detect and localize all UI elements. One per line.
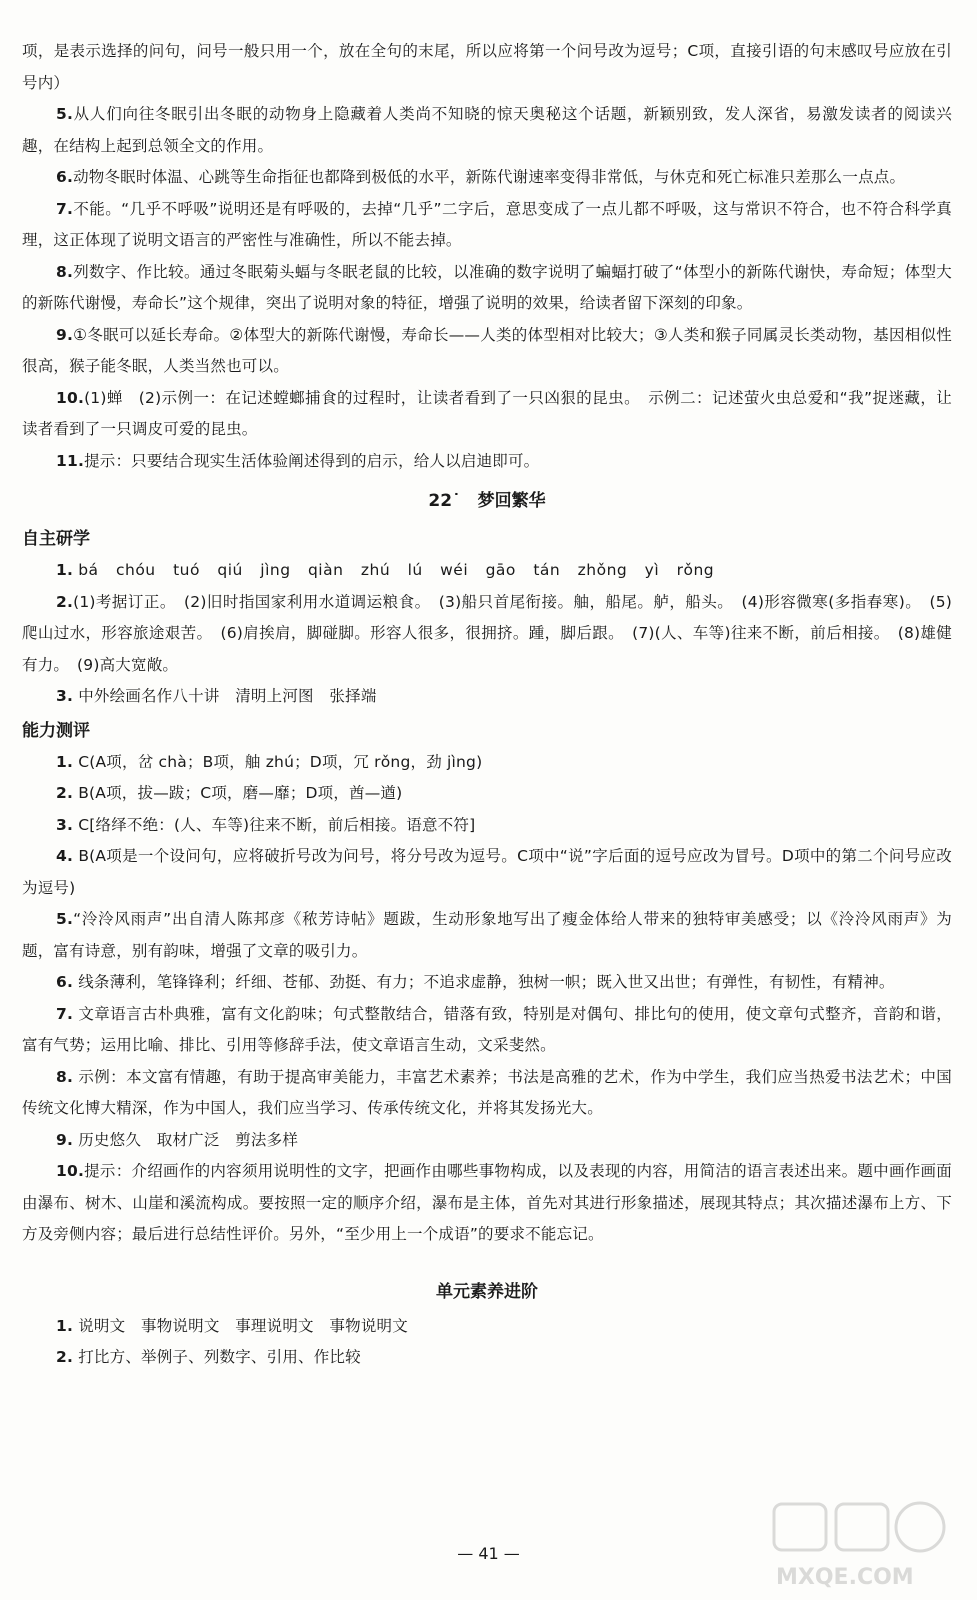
answer-item <box>22 555 952 587</box>
item-number: 6. <box>56 973 74 991</box>
answer-page <box>22 36 952 1374</box>
item-text: 线条薄利，笔锋锋利；纤细、苍郁、劲挺、有力；不追求虚静，独树一帜；既入世又出世；有弹性，有韧性，有精神。 <box>78 973 895 991</box>
lesson-title: 22˙ 梦回繁华 <box>428 491 546 511</box>
answer-item <box>22 967 952 999</box>
item-number: 2. <box>56 784 74 802</box>
answer-item <box>22 681 952 713</box>
item-text: C[络绎不绝：(人、车等)往来不断，前后相接。语意不符] <box>78 815 476 834</box>
item-text: 不能。“几乎不呼吸”说明还是有呼吸的，去掉“几乎”二字后，意思变成了一点儿都不呼吸，这与常识不符合，也不符合科学真理，这正体现了说明文语言的严密性与准确性，所以不能去掉。 <box>22 199 952 249</box>
item-text: C(A项，岔 chà；B项，舳 zhú；D项，冗 rǒng，劲 jìng) <box>78 752 483 771</box>
answer-item <box>22 747 952 779</box>
item-number: 1. <box>56 561 74 579</box>
answer-item <box>22 446 952 478</box>
section-heading-nengli: 能力测评 <box>22 720 90 741</box>
answer-item <box>22 1156 952 1251</box>
page-number: — 41 — <box>457 1544 520 1563</box>
answer-item <box>22 257 952 320</box>
answer-item <box>22 162 952 194</box>
item-text: 动物冬眠时体温、心跳等生命指征也都降到极低的水平，新陈代谢速率变得非常低，与休克和死亡标准只差那么一点点。 <box>73 168 906 186</box>
item-number: 8. <box>56 1067 74 1086</box>
item-number: 8. <box>56 262 74 281</box>
watermark-logo <box>770 1500 960 1592</box>
item-number: 7. <box>56 199 74 218</box>
item-text: 说明文 事物说明文 事理说明文 事物说明文 <box>78 1316 408 1335</box>
item-text: 提示：介绍画作的内容须用说明性的文字，把画作由哪些事物构成，以及表现的内容，用简洁的语言表述出来。题中画作画面由瀑布、树木、山崖和溪流构成。要按照一定的顺序介绍，瀑布是主体，首先对其进行形象描述，展现其特点；其次描述瀑布上方、下方及旁侧内容；最后进行总结性评价。另外，“至少用上一个成语”的要求不能忘记。 <box>22 1162 952 1243</box>
pinyin-answer: bá chóu tuó qiú jìng qiàn zhú lú wéi gāo tán zhǒng yì rǒng <box>78 561 715 579</box>
item-number: 11. <box>56 451 85 470</box>
continued-paragraph: 项，是表示选择的问句，问号一般只用一个，放在全句的末尾，所以应将第一个问号改为逗号；C项，直接引语的句末感叹号应放在引号内） <box>22 42 952 92</box>
answer-item <box>22 1125 952 1157</box>
item-number: 6. <box>56 168 74 186</box>
answer-item <box>22 383 952 446</box>
answer-item <box>22 1311 952 1343</box>
item-text: (1)考据订正。 (2)旧时指国家利用水道调运粮食。 (3)船只首尾衔接。舳，船尾。舻，船头。 (4)形容微寒(多指春寒)。 (5)爬山过水，形容旅途艰苦。 (6)肩挨肩，脚碰脚。形容人很多，很拥挤。踵，脚后跟。 (7)(人、车等)往来不断，前后相接。 (8)雄健有力。 (9)高大宽敞。 <box>22 592 952 674</box>
item-text: 打比方、举例子、列数字、引用、作比较 <box>78 1348 361 1366</box>
item-text: “泠泠风雨声”出自清人陈邦彦《秾芳诗帖》题跋，生动形象地写出了瘦金体给人带来的独特审美感受；以《泠泠风雨声》为题，富有诗意，别有韵味，增强了文章的吸引力。 <box>22 910 952 960</box>
item-number: 2. <box>56 1348 74 1366</box>
item-number: 9. <box>56 1130 74 1149</box>
answer-item <box>22 587 952 682</box>
answer-item <box>22 194 952 257</box>
item-text: 列数字、作比较。通过冬眠菊头蝠与冬眠老鼠的比较，以准确的数字说明了蝙蝠打破了“体型小的新陈代谢快，寿命短；体型大的新陈代谢慢，寿命长”这个规律，突出了说明对象的特征，增强了说明的效果，给读者留下深刻的印象。 <box>22 262 952 312</box>
item-number: 10. <box>56 388 85 407</box>
answer-item <box>22 99 952 162</box>
item-text: ①冬眠可以延长寿命。②体型大的新陈代谢慢，寿命长——人类的体型相对比较大；③人类和猴子同属灵长类动物，基因相似性很高，猴子能冬眠，人类当然也可以。 <box>22 325 952 375</box>
item-number: 2. <box>56 592 74 611</box>
item-number: 3. <box>56 815 74 834</box>
unit-title: 单元素养进阶 <box>436 1281 538 1302</box>
item-text: 提示：只要结合现实生活体验阐述得到的启示，给人以启迪即可。 <box>84 451 540 470</box>
section-heading-zizhu: 自主研学 <box>22 529 90 549</box>
answer-item <box>22 841 952 904</box>
answer-item <box>22 1342 952 1374</box>
item-number: 7. <box>56 1004 74 1023</box>
item-number: 5. <box>56 105 74 123</box>
item-number: 5. <box>56 910 74 928</box>
item-number: 1. <box>56 1316 74 1335</box>
answer-item <box>22 320 952 383</box>
item-text: B(A项，拔—跋；C项，磨—靡；D项，酋—遒) <box>78 784 403 802</box>
item-text: B(A项是一个设问句，应将破折号改为问号，将分号改为逗号。C项中“说”字后面的逗号应改为冒号。D项中的第二个问号应改为逗号) <box>22 847 952 897</box>
item-text: 历史悠久 取材广泛 剪法多样 <box>78 1130 299 1149</box>
item-number: 3. <box>56 687 74 705</box>
watermark-text: MXQE.COM <box>776 1565 914 1590</box>
answer-item <box>22 810 952 842</box>
item-text: (1)蝉 (2)示例一：在记述螳螂捕食的过程时，让读者看到了一只凶狠的昆虫。 示例二：记述萤火虫总爱和“我”捉迷藏，让读者看到了一只调皮可爱的昆虫。 <box>22 388 952 438</box>
item-number: 4. <box>56 847 74 865</box>
item-text: 从人们向往冬眠引出冬眠的动物身上隐藏着人类尚不知晓的惊天奥秘这个话题，新颖别致，发人深省，易激发读者的阅读兴趣，在结构上起到总领全文的作用。 <box>22 105 952 155</box>
item-text: 中外绘画名作八十讲 清明上河图 张择端 <box>78 687 377 705</box>
item-number: 9. <box>56 325 74 344</box>
item-text: 示例：本文富有情趣，有助于提高审美能力，丰富艺术素养；书法是高雅的艺术，作为中学生，我们应当热爱书法艺术；中国传统文化博大精深，作为中国人，我们应当学习、传承传统文化，并将其发扬光大。 <box>22 1067 952 1117</box>
item-text: 文章语言古朴典雅，富有文化韵味；句式整散结合，错落有致，特别是对偶句、排比句的使用，使文章句式整齐，音韵和谐，富有气势；运用比喻、排比、引用等修辞手法，使文章语言生动，文采斐然。 <box>22 1004 952 1054</box>
answer-item <box>22 999 952 1062</box>
part1-answers <box>22 99 952 477</box>
item-number: 1. <box>56 752 74 771</box>
answer-item <box>22 1062 952 1125</box>
answer-item <box>22 904 952 967</box>
item-number: 10. <box>56 1162 85 1180</box>
answer-item <box>22 778 952 810</box>
